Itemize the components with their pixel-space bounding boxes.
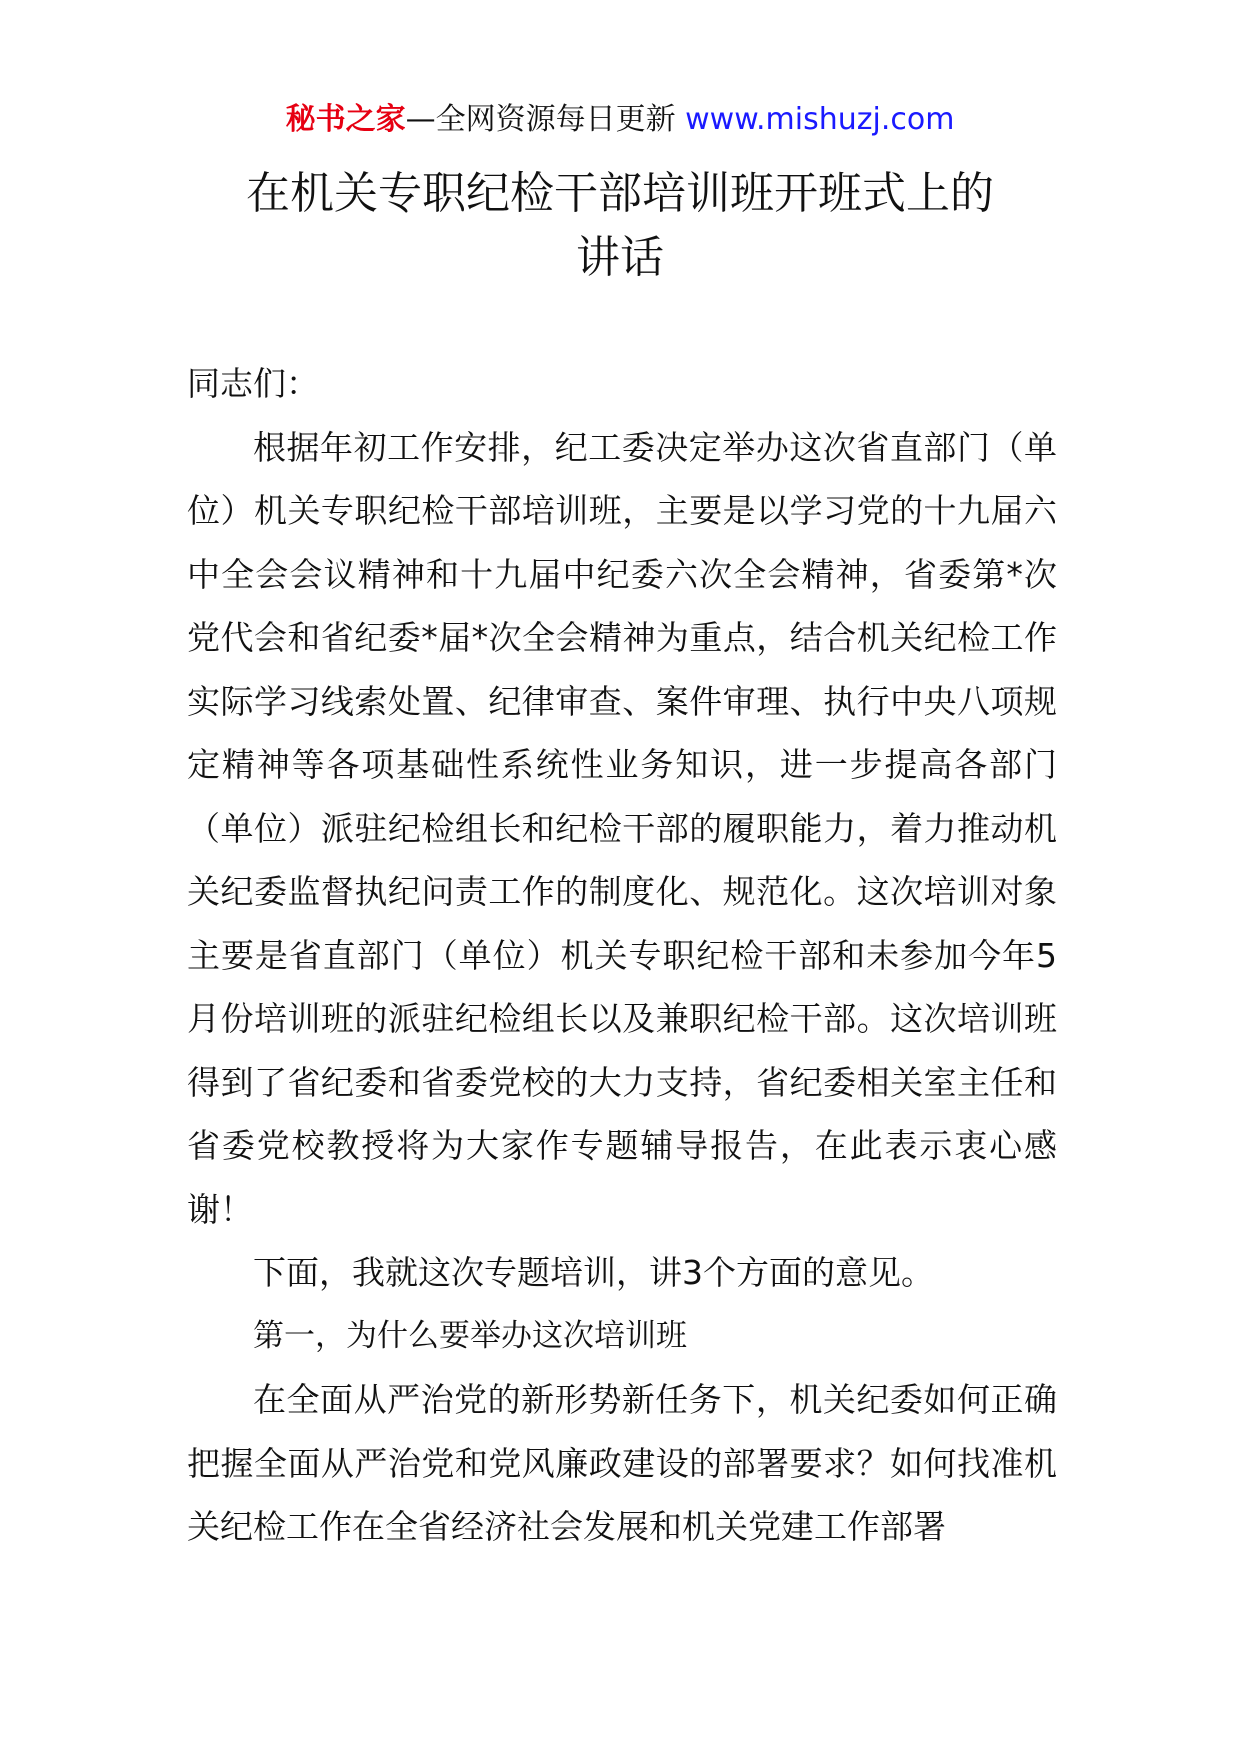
site-tagline: —全网资源每日更新 — [405, 102, 686, 137]
document-title-line-1: 在机关专职纪检干部培训班开班式上的 — [246, 168, 994, 219]
section-paragraph: 在全面从严治党的新形势新任务下，机关纪委如何正确把握全面从严治党和党风廉政建设的部署要求？如何找准机关纪检工作在全省经济社会发展和机关党建工作部署 — [187, 1380, 1057, 1546]
body-paragraph-1: 根据年初工作安排，纪工委决定举办这次省直部门（单位）机关专职纪检干部培训班，主要是以学习党的十九届六中全会会议精神和十九届中纪委六次全会精神，省委第*次党代会和省纪委*届*次全会精神为重点，结合机关纪检工作实际学习线索处置、纪律审查、案件审理、执行中央八项规定精神等各项基础性系统性业务知识，进一步提高各部门（单位）派驻纪检组长和纪检干部的履职能力，着力推动机关纪委监督执纪问责工作的制度化、规范化。这次培训对象主要是省直部门（单位）机关专职纪检干部和未参加今年5月份培训班的派驻纪检组长以及兼职纪检干部。这次培训班得到了省纪委和省委党校的大力支持，省纪委相关室主任和省委党校教授将为大家作专题辅导报告，在此表示衷心感谢！ — [187, 427, 1057, 1229]
site-header — [0, 100, 1240, 140]
document-title — [0, 162, 1240, 290]
site-brand: 秘书之家 — [285, 102, 406, 137]
section-heading: 第一，为什么要举办这次培训班 — [253, 1317, 687, 1354]
document-title-line-2: 讲话 — [576, 232, 664, 283]
salutation: 同志们： — [187, 364, 319, 403]
site-url-link[interactable]: www.mishuzj.com — [685, 102, 955, 137]
document-body — [187, 352, 1057, 1559]
body-paragraph-2: 下面，我就这次专题培训，讲3个方面的意见。 — [253, 1253, 934, 1292]
